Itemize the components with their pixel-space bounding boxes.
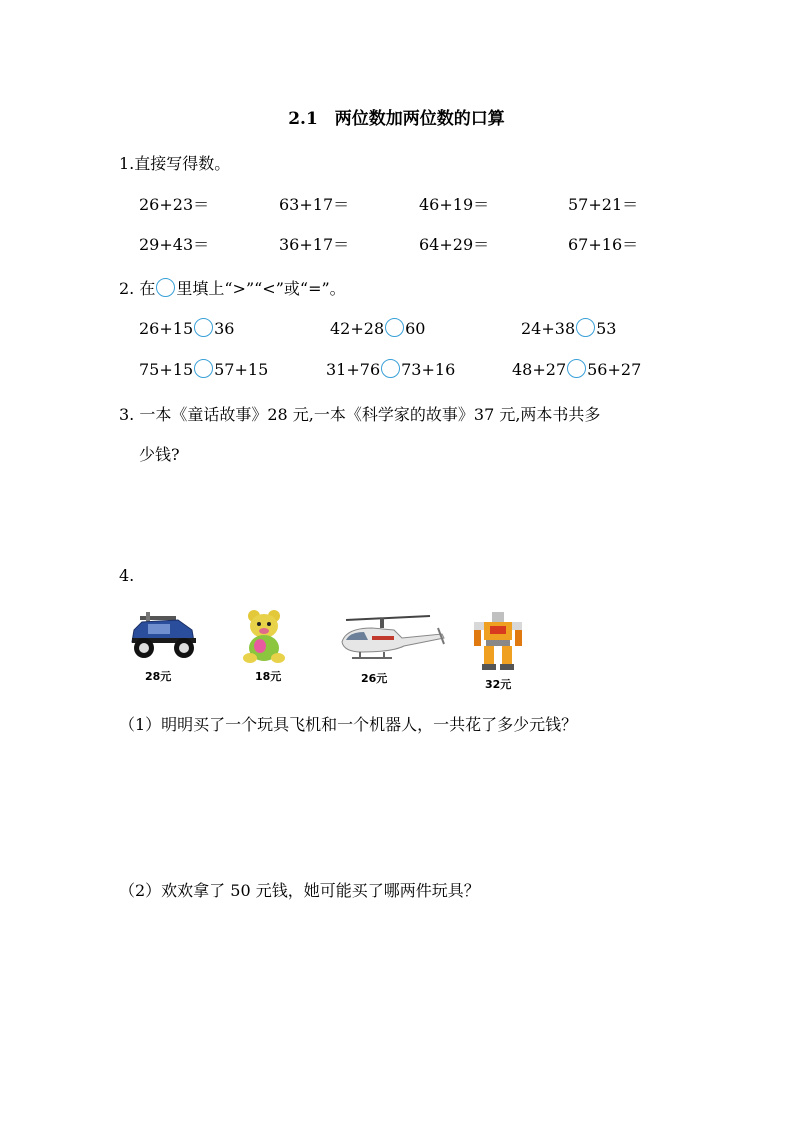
toy-price: 26元: [361, 672, 388, 685]
q1-item: 29+43＝: [139, 235, 210, 254]
q2-item: 42+28 60: [330, 319, 426, 338]
compare-circle-icon[interactable]: [576, 318, 595, 337]
toy-price: 18元: [255, 670, 282, 683]
q1-item: 26+23＝: [139, 195, 210, 214]
toy-bear-icon: [238, 608, 290, 664]
page-title: 2.1 两位数加两位数的口算: [288, 109, 505, 129]
q3-line1: 3. 一本《童话故事》28 元,一本《科学家的故事》37 元,两本书共多: [119, 405, 601, 424]
q2-item: 31+76 73+16: [326, 360, 456, 379]
q2-item: 24+38 53: [521, 319, 617, 338]
q1-item: 57+21＝: [568, 195, 639, 214]
q4-sub1: （1）明明买了一个玩具飞机和一个机器人，一共花了多少元钱？: [119, 715, 578, 734]
q1-label: 1.直接写得数。: [119, 154, 231, 173]
compare-circle-icon[interactable]: [567, 359, 586, 378]
q1-item: 36+17＝: [279, 235, 350, 254]
q2-item: 48+27 56+27: [512, 360, 642, 379]
q1-item: 63+17＝: [279, 195, 350, 214]
q2-suffix: 里填上“>”“<”或“=”。: [176, 279, 346, 298]
q2-instruction: [119, 276, 346, 299]
q1-item: 67+16＝: [568, 235, 639, 254]
q4-label: 4.: [119, 566, 135, 585]
toy-price: 28元: [145, 670, 172, 683]
compare-circle-icon[interactable]: [385, 318, 404, 337]
compare-circle-icon[interactable]: [194, 359, 213, 378]
q1-item: 46+19＝: [419, 195, 490, 214]
toy-robot-icon: [470, 610, 526, 672]
toy-price: 32元: [485, 678, 512, 691]
q2-item: 75+15 57+15: [139, 360, 269, 379]
q3-line2: 少钱?: [139, 445, 180, 464]
toy-car-icon: [128, 608, 200, 662]
compare-circle-icon[interactable]: [194, 318, 213, 337]
q1-item: 64+29＝: [419, 235, 490, 254]
q2-prefix: 2. 在: [119, 279, 156, 298]
compare-circle-icon: [156, 278, 175, 297]
toy-helicopter-icon: [332, 608, 448, 666]
compare-circle-icon[interactable]: [381, 359, 400, 378]
q2-item: 26+15 36: [139, 319, 235, 338]
q4-sub2: （2）欢欢拿了 50 元钱，她可能买了哪两件玩具？: [119, 881, 480, 900]
